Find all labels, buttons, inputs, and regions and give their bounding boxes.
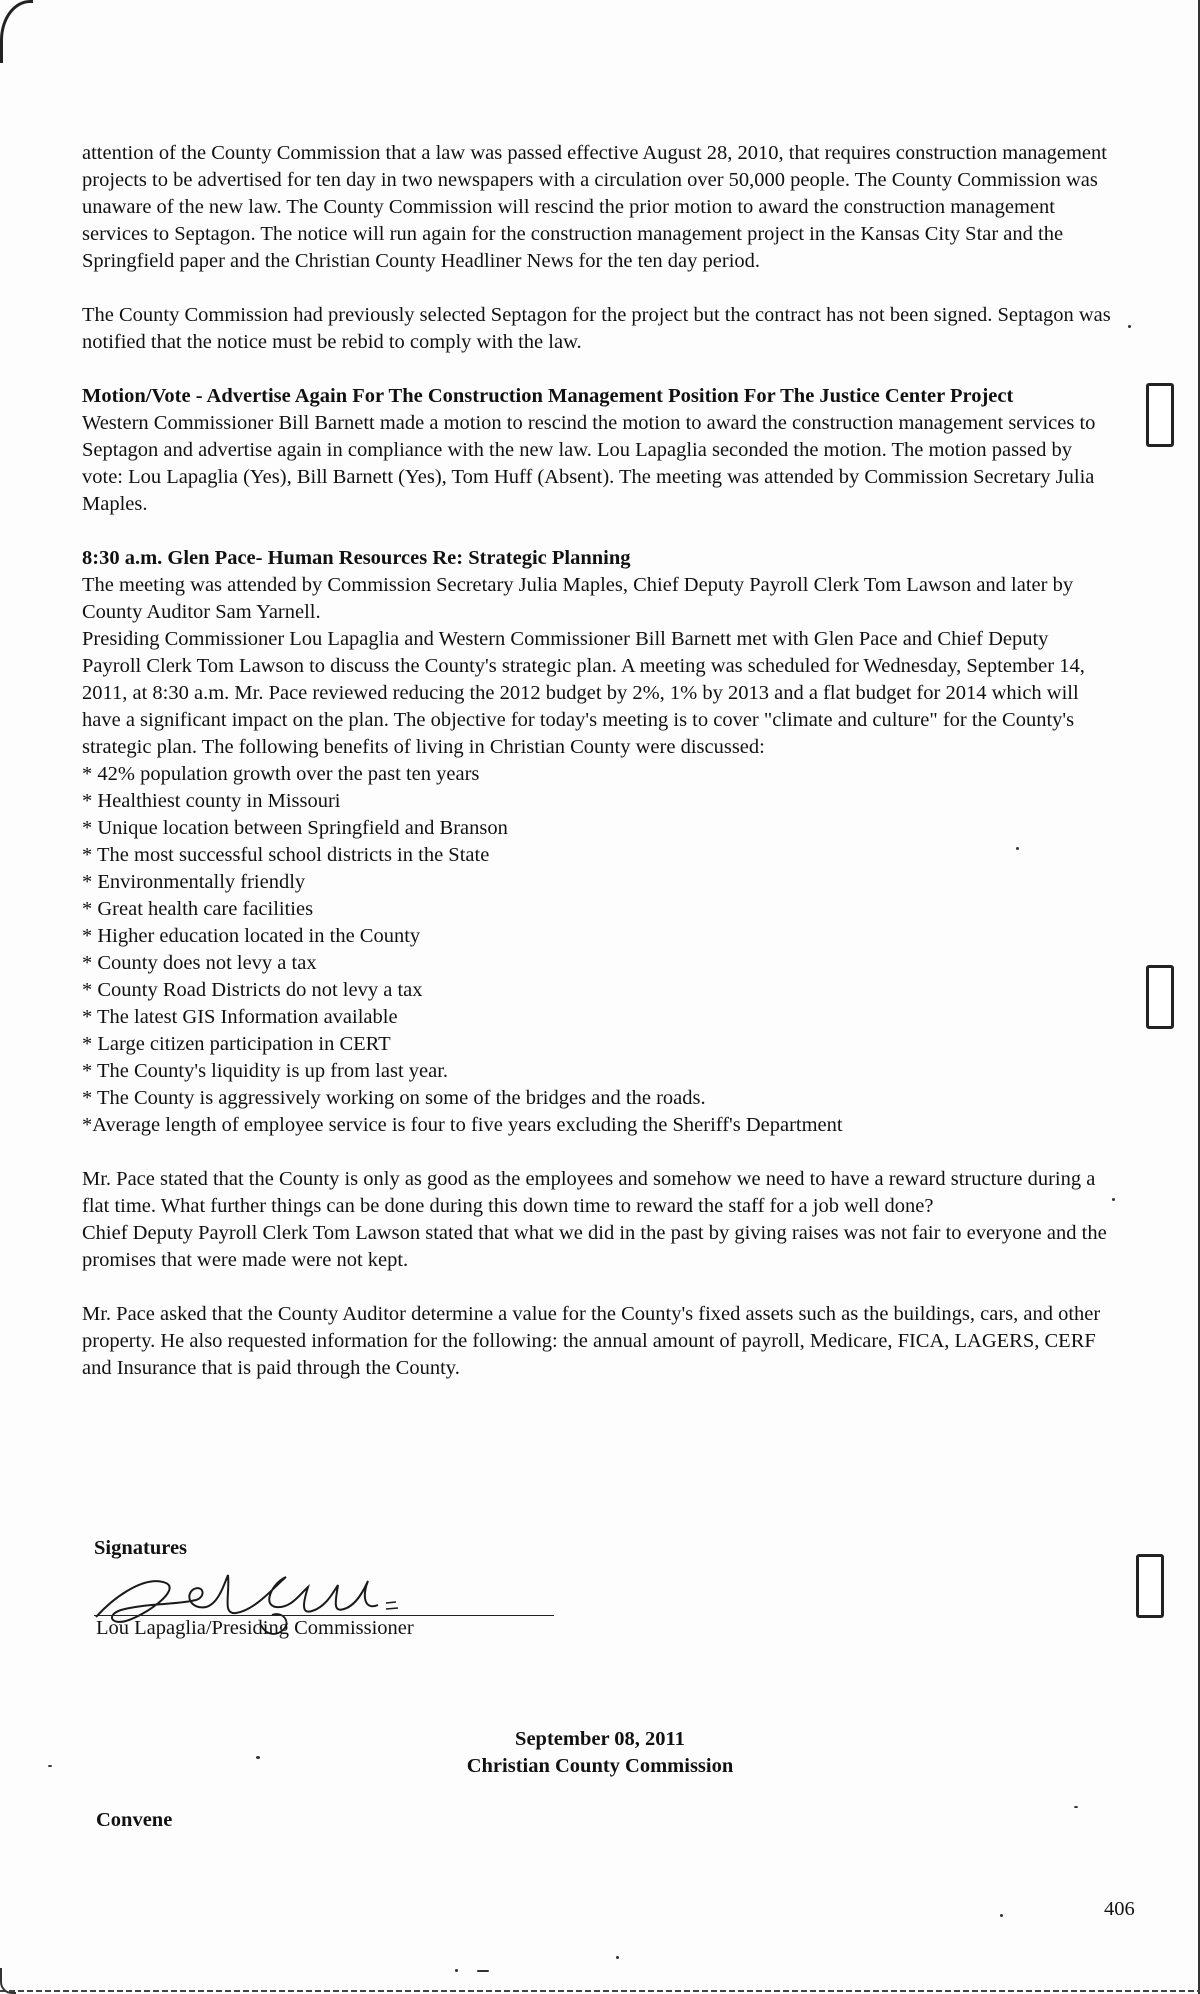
list-item: * County does not levy a tax (82, 952, 317, 974)
scan-speck (616, 1956, 619, 1959)
motion-heading: Motion/Vote - Advertise Again For The Construction Management Position For The Justice Center Project (82, 385, 1014, 407)
motion-body: Western Commissioner Bill Barnett made a motion to rescind the motion to award the construction management services to Septagon and advertise again in compliance with the new law. Lou Lapaglia seconded the motion. The motion passed by vote: Lou Lapaglia (Yes), Bill Barnett (Yes), Tom Huff (Absent). The meeting was attended by Commission Secretary Julia Maples. (82, 412, 1096, 515)
scan-bottom-left-corner (0, 1968, 16, 1994)
scan-speck (1074, 1806, 1078, 1808)
list-item: * Unique location between Springfield and Branson (82, 817, 508, 839)
scan-speck (1112, 1198, 1115, 1201)
document-body (82, 140, 1112, 1382)
signature-caption: Lou Lapaglia/Presiding Commissioner (96, 1617, 414, 1639)
convene-heading: Convene (96, 1809, 173, 1831)
scan-speck (477, 1970, 489, 1972)
meeting-date: September 08, 2011 (515, 1728, 685, 1750)
list-item: * Large citizen participation in CERT (82, 1033, 391, 1055)
binder-hole-marker (1146, 383, 1174, 447)
pace-statement: Mr. Pace stated that the County is only as good as the employees and somehow we need to have a reward structure during a flat time. What further things can be done during this down time to reward the staff for a job well done? (82, 1168, 1096, 1217)
scan-bottom-edge (0, 1990, 1200, 1992)
signature-block (94, 1537, 694, 1647)
list-item: * Environmentally friendly (82, 871, 306, 893)
binder-hole-marker (1146, 965, 1174, 1029)
scan-speck (1128, 325, 1131, 328)
strategic-attendees: The meeting was attended by Commission Secretary Julia Maples, Chief Deputy Payroll Clerk Tom Lawson and later by County Auditor Sam Yarnell. (82, 574, 1074, 623)
signatures-heading: Signatures (94, 1537, 188, 1559)
meeting-header (0, 1726, 1200, 1780)
list-item: * Higher education located in the County (82, 925, 421, 947)
list-item: * Great health care facilities (82, 898, 314, 920)
list-item: * Healthiest county in Missouri (82, 790, 341, 812)
benefits-list (82, 761, 1112, 1139)
list-item: * County Road Districts do not levy a tax (82, 979, 423, 1001)
signature-line (94, 1615, 554, 1616)
scan-corner-mark (0, 0, 33, 63)
scan-speck (1000, 1914, 1003, 1917)
commission-name: Christian County Commission (466, 1755, 734, 1777)
strategic-planning-heading: 8:30 a.m. Glen Pace- Human Resources Re: Strategic Planning (82, 547, 631, 569)
scan-speck (455, 1969, 458, 1972)
lawson-statement: Chief Deputy Payroll Clerk Tom Lawson stated that what we did in the past by giving raises was not fair to everyone and the promises that were made were not kept. (82, 1222, 1107, 1271)
paragraph-law-notice: attention of the County Commission that a law was passed effective August 28, 2010, that requires construction management projects to be advertised for ten day in two newspapers with a circulation over 50,000 people. The County Commission was unaware of the new law. The County Commission will rescind the prior motion to award the construction management services to Septagon. The notice will run again for the construction management project in the Kansas City Star and the Springfield paper and the Christian County Headliner News for the ten day period. (82, 142, 1107, 272)
paragraph-septagon: The County Commission had previously selected Septagon for the project but the contract has not been signed. Septagon was notified that the notice must be rebid to comply with the law. (82, 304, 1111, 353)
page-number: 406 (1104, 1898, 1135, 1920)
list-item: * The County is aggressively working on some of the bridges and the roads. (82, 1087, 706, 1109)
list-item: * The most successful school districts in the State (82, 844, 490, 866)
binder-hole-marker (1136, 1554, 1164, 1618)
strategic-body: Presiding Commissioner Lou Lapaglia and Western Commissioner Bill Barnett met with Glen Pace and Chief Deputy Payroll Clerk Tom Lawson to discuss the County's strategic plan. A meeting was scheduled for Wednesday, September 14, 2011, at 8:30 a.m. Mr. Pace reviewed reducing the 2012 budget by 2%, 1% by 2013 and a flat budget for 2014 which will have a significant impact on the plan. The objective for today's meeting is to cover "climate and culture" for the County's strategic plan. The following benefits of living in Christian County were discussed: (82, 628, 1085, 758)
list-item: *Average length of employee service is four to five years excluding the Sheriff's Department (82, 1114, 843, 1136)
list-item: * The latest GIS Information available (82, 1006, 398, 1028)
auditor-request: Mr. Pace asked that the County Auditor determine a value for the County's fixed assets such as the buildings, cars, and other property. He also requested information for the following: the annual amount of payroll, Medicare, FICA, LAGERS, CERF and Insurance that is paid through the County. (82, 1303, 1101, 1379)
list-item: * The County's liquidity is up from last year. (82, 1060, 449, 1082)
list-item: * 42% population growth over the past ten years (82, 763, 480, 785)
